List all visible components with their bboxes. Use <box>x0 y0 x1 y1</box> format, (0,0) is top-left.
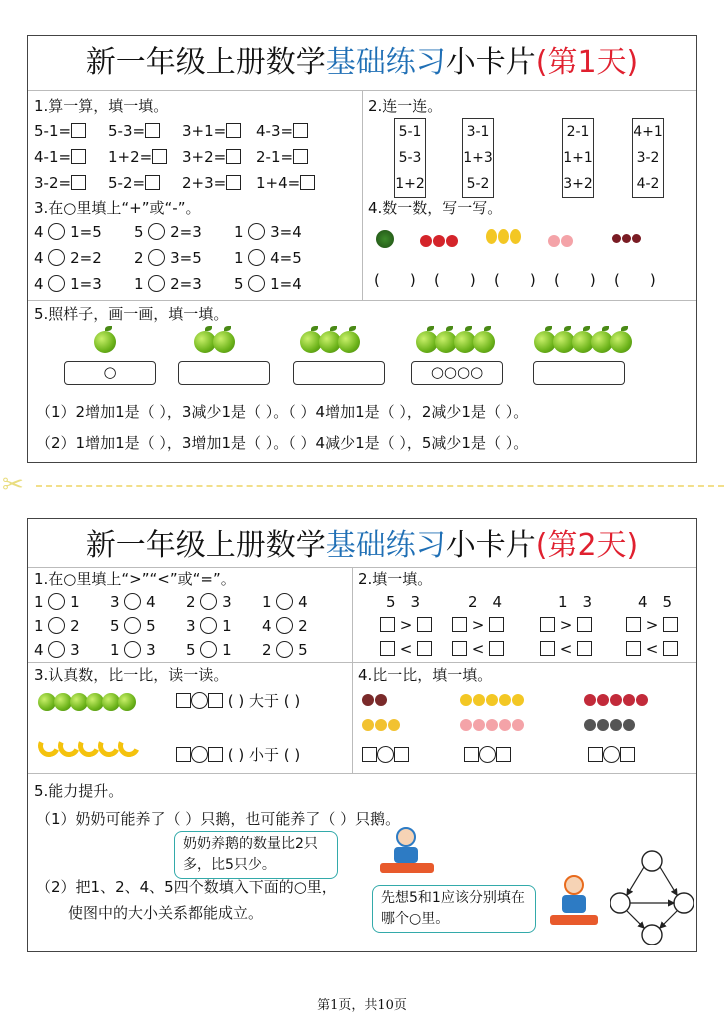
green-apple-icon <box>94 331 116 353</box>
compare-less <box>176 745 300 765</box>
number: 2 <box>70 617 80 635</box>
panda-icon <box>610 719 622 731</box>
q5-label: 5.能力提升。 <box>34 782 124 800</box>
answer-box[interactable] <box>380 617 395 632</box>
operator-circle[interactable] <box>248 249 265 266</box>
operator-circle[interactable] <box>148 249 165 266</box>
q4-label: 4.数一数，写一写。 <box>368 199 503 217</box>
q4-label: 4.比一比，填一填。 <box>358 666 493 684</box>
match-item[interactable]: 3-1 <box>466 124 490 140</box>
peach-icon <box>473 719 485 731</box>
number-pair: 1 3 <box>558 593 593 611</box>
child-reading-icon <box>378 827 436 879</box>
compare-group1 <box>362 745 409 765</box>
green-apple-icon <box>213 331 235 353</box>
number: 1 <box>70 593 80 611</box>
equation: 1+2= <box>108 148 153 166</box>
match-item[interactable]: 1+1 <box>563 150 593 166</box>
number: 2 <box>262 641 272 659</box>
match-item[interactable]: 3+2 <box>563 176 593 192</box>
answer-box[interactable] <box>362 747 377 762</box>
compare-circle[interactable] <box>276 617 293 634</box>
card-day1 <box>27 35 697 463</box>
answer-box[interactable] <box>300 175 315 190</box>
sign: > <box>399 616 413 634</box>
hint-bubble-2: 先想5和1应该分别填在哪个○里。 <box>372 885 536 933</box>
title-part3: 小卡片 <box>445 45 536 80</box>
operator-circle[interactable] <box>248 275 265 292</box>
bag-icon <box>610 694 622 706</box>
match-column-2 <box>462 118 494 198</box>
number: 1 <box>34 617 44 635</box>
group2-icons <box>460 689 525 733</box>
answer-box[interactable] <box>71 123 86 138</box>
cut-line <box>36 485 724 487</box>
blank[interactable]: ( ) <box>374 271 416 289</box>
number: 3 <box>70 641 80 659</box>
number: 4 <box>34 249 44 267</box>
panda-icon <box>584 719 596 731</box>
pear-icon <box>460 694 472 706</box>
q4-fruit-row <box>376 226 676 250</box>
q4-blanks <box>374 270 684 290</box>
compare-circle[interactable] <box>200 641 217 658</box>
group1-icons <box>362 689 401 733</box>
blank[interactable]: ( ) <box>614 271 656 289</box>
watermelon-icon <box>376 228 395 248</box>
compare-more <box>176 691 300 711</box>
peach-icon <box>512 719 524 731</box>
apple-row <box>38 693 134 715</box>
answer-box[interactable] <box>145 123 160 138</box>
answer-box[interactable] <box>208 747 223 762</box>
blank[interactable]: ( ) <box>494 271 536 289</box>
relation-diagram <box>610 849 694 945</box>
title-day: (第2天) <box>535 528 639 563</box>
card-title <box>28 523 696 569</box>
answer-box[interactable] <box>452 641 467 656</box>
answer-box[interactable] <box>620 747 635 762</box>
number: 2 <box>134 249 144 267</box>
equation: 3+2= <box>182 148 227 166</box>
match-item[interactable]: 5-3 <box>398 150 422 166</box>
green-apple-icon <box>338 331 360 353</box>
equation: 5-1= <box>34 122 72 140</box>
q1-label: 1.算一算，填一填。 <box>34 97 169 115</box>
equation: 3+1= <box>182 122 227 140</box>
diagram-circle-right[interactable] <box>674 893 694 913</box>
number: 4 <box>262 617 272 635</box>
chick-icon <box>362 719 374 731</box>
q5-line2a: （2）把1、2、4、5四个数填入下面的○里， <box>36 878 337 896</box>
answer-box[interactable] <box>226 123 241 138</box>
sign: > <box>559 616 573 634</box>
number: 2=2 <box>70 249 102 267</box>
number: 1 <box>222 617 232 635</box>
apples-4 <box>416 331 492 357</box>
card-day2 <box>27 518 697 952</box>
answer-box[interactable] <box>540 617 555 632</box>
sign: < <box>399 640 413 658</box>
number: 5 <box>110 617 120 635</box>
diagram-circle-bottom[interactable] <box>642 925 662 945</box>
compare-group2 <box>464 745 511 765</box>
equation: 4-3= <box>256 122 294 140</box>
less-text: ( ) 小于 ( ) <box>227 746 301 764</box>
number-pair: 4 5 <box>638 593 673 611</box>
apples-5 <box>534 331 629 357</box>
answer-box[interactable] <box>394 747 409 762</box>
number: 4=5 <box>270 249 302 267</box>
answer-box[interactable] <box>489 641 504 656</box>
q2-label: 2.连一连。 <box>368 97 443 115</box>
compare-circle[interactable] <box>200 617 217 634</box>
number: 1 <box>110 641 120 659</box>
hint-bubble-1: 奶奶养鹅的数量比2只多，比5只少。 <box>174 831 338 879</box>
answer-box[interactable] <box>293 123 308 138</box>
answer-box[interactable] <box>417 617 432 632</box>
answer-box[interactable] <box>417 641 432 656</box>
title-part2: 基础练习 <box>325 528 446 563</box>
draw-box-4[interactable] <box>411 361 503 385</box>
sign: < <box>645 640 659 658</box>
compare-group3 <box>588 745 635 765</box>
number: 4 <box>146 593 156 611</box>
answer-box[interactable] <box>145 175 160 190</box>
q1-label: 1.在○里填上“>”“<”或“=”。 <box>34 570 236 588</box>
match-item[interactable]: 4-2 <box>636 176 660 192</box>
green-apple-icon <box>473 331 495 353</box>
bag-icon <box>636 694 648 706</box>
apples-2 <box>194 331 232 357</box>
answer-box[interactable] <box>663 617 678 632</box>
ice-cream-icon <box>362 694 374 706</box>
equation: 5-2= <box>108 174 146 192</box>
equation: 1+4= <box>256 174 301 192</box>
q3-label: 3.在○里填上“+”或“-”。 <box>34 199 201 217</box>
banana-icon <box>115 732 143 760</box>
operator-circle[interactable] <box>48 223 65 240</box>
pear-icon <box>486 226 522 245</box>
number-pair: 5 3 <box>386 593 421 611</box>
q5-line2b: 使图中的大小关系都能成立。 <box>68 904 264 922</box>
diagram-circle-left[interactable] <box>610 893 630 913</box>
number: 2 <box>298 617 308 635</box>
match-item[interactable]: 5-2 <box>466 176 490 192</box>
example-circles: ○○○○ <box>430 363 484 381</box>
match-item[interactable]: 5-1 <box>398 124 422 140</box>
q1-rows <box>34 592 338 664</box>
equation: 4-1= <box>34 148 72 166</box>
q2-row-greater <box>380 615 700 635</box>
chick-icon <box>375 719 387 731</box>
apples-3 <box>300 331 357 357</box>
number: 5 <box>298 641 308 659</box>
scissors-icon: ✂ <box>2 470 24 500</box>
match-item[interactable]: 2-1 <box>566 124 590 140</box>
number: 3 <box>186 617 196 635</box>
answer-box[interactable] <box>176 693 191 708</box>
match-item[interactable]: 4+1 <box>633 124 663 140</box>
q5-line1: （1）2增加1是（ ），3减少1是（ ）。（ ）4增加1是（ ），2减少1是（ ）。 <box>36 403 529 421</box>
draw-box-3[interactable] <box>293 361 385 385</box>
number: 1 <box>234 249 244 267</box>
equation: 2+3= <box>182 174 227 192</box>
answer-box[interactable] <box>152 149 167 164</box>
match-item[interactable]: 1+2 <box>395 176 425 192</box>
title-part3: 小卡片 <box>445 528 536 563</box>
answer-box[interactable] <box>663 641 678 656</box>
compare-circle[interactable] <box>191 746 208 763</box>
number: 4 <box>34 275 44 293</box>
sign: > <box>471 616 485 634</box>
number: 1 <box>134 275 144 293</box>
draw-box-2[interactable] <box>178 361 270 385</box>
number: 1 <box>34 593 44 611</box>
equation: 2-1= <box>256 148 294 166</box>
sign: < <box>559 640 573 658</box>
number: 1=4 <box>270 275 302 293</box>
q3-label: 3.认真数，比一比，读一读。 <box>34 666 229 684</box>
answer-box[interactable] <box>489 617 504 632</box>
operator-circle[interactable] <box>48 249 65 266</box>
compare-circle[interactable] <box>603 746 620 763</box>
answer-box[interactable] <box>577 641 592 656</box>
number: 2=3 <box>170 223 202 241</box>
group3-icons <box>584 689 649 733</box>
operator-circle[interactable] <box>148 275 165 292</box>
title-part1: 新一年级上册数学 <box>85 528 326 563</box>
peach-icon <box>499 719 511 731</box>
number: 4 <box>34 223 44 241</box>
q2-label: 2.填一填。 <box>358 570 433 588</box>
pear-icon <box>499 694 511 706</box>
number: 5 <box>134 223 144 241</box>
number: 4 <box>34 641 44 659</box>
q5-label: 5.照样子，画一画，填一填。 <box>34 305 229 323</box>
number: 2=3 <box>170 275 202 293</box>
sign: < <box>471 640 485 658</box>
number: 3 <box>110 593 120 611</box>
q1-equations <box>34 121 354 199</box>
title-day: (第1天) <box>535 45 639 80</box>
panda-icon <box>623 719 635 731</box>
peach-icon <box>486 719 498 731</box>
draw-box-1[interactable] <box>64 361 156 385</box>
blank[interactable]: ( ) <box>554 271 596 289</box>
example-circles: ○ <box>103 363 117 381</box>
number: 1 <box>262 593 272 611</box>
number: 1 <box>234 223 244 241</box>
match-item[interactable]: 1+3 <box>463 150 493 166</box>
match-column-1 <box>394 118 426 198</box>
answer-box[interactable] <box>208 693 223 708</box>
compare-circle[interactable] <box>377 746 394 763</box>
compare-circle[interactable] <box>200 593 217 610</box>
number: 3=4 <box>270 223 302 241</box>
answer-box[interactable] <box>464 747 479 762</box>
q3-rows <box>34 222 334 300</box>
answer-box[interactable] <box>226 149 241 164</box>
peach-icon <box>460 719 472 731</box>
title-part1: 新一年级上册数学 <box>85 45 326 80</box>
green-apple-icon <box>118 693 136 711</box>
compare-circle[interactable] <box>191 692 208 709</box>
page-footer: 第1页，共10页 <box>317 998 407 1013</box>
number: 3=5 <box>170 249 202 267</box>
operator-circle[interactable] <box>48 275 65 292</box>
chick-icon <box>388 719 400 731</box>
diagram-circle-top[interactable] <box>642 851 662 871</box>
operator-circle[interactable] <box>148 223 165 240</box>
answer-box[interactable] <box>71 175 86 190</box>
grape-icon <box>612 228 642 247</box>
number-pair: 2 4 <box>468 593 503 611</box>
answer-box[interactable] <box>577 617 592 632</box>
answer-box[interactable] <box>626 641 641 656</box>
peach-icon <box>548 230 574 249</box>
banana-row <box>38 735 138 761</box>
match-column-3 <box>562 118 594 198</box>
answer-box[interactable] <box>380 641 395 656</box>
answer-box[interactable] <box>226 175 241 190</box>
number: 1=3 <box>70 275 102 293</box>
match-item[interactable]: 3-2 <box>636 150 660 166</box>
pear-icon <box>486 694 498 706</box>
compare-circle[interactable] <box>124 617 141 634</box>
number: 1 <box>222 641 232 659</box>
number: 5 <box>146 617 156 635</box>
answer-box[interactable] <box>540 641 555 656</box>
answer-box[interactable] <box>496 747 511 762</box>
number: 2 <box>186 593 196 611</box>
answer-box[interactable] <box>452 617 467 632</box>
q2-row-less <box>380 639 700 659</box>
number: 5 <box>186 641 196 659</box>
answer-box[interactable] <box>588 747 603 762</box>
child-thinking-icon <box>550 875 598 935</box>
panda-icon <box>597 719 609 731</box>
green-apple-icon <box>610 331 632 353</box>
ice-cream-icon <box>375 694 387 706</box>
compare-circle[interactable] <box>276 593 293 610</box>
number: 4 <box>298 593 308 611</box>
q2-number-pairs <box>386 592 696 612</box>
compare-circle[interactable] <box>124 641 141 658</box>
compare-circle[interactable] <box>48 593 65 610</box>
match-column-4 <box>632 118 664 198</box>
number: 1=5 <box>70 223 102 241</box>
number: 3 <box>222 593 232 611</box>
q5-line1: （1）奶奶可能养了（ ）只鹅，也可能养了（ ）只鹅。 <box>36 810 401 828</box>
compare-circle[interactable] <box>276 641 293 658</box>
compare-circle[interactable] <box>124 593 141 610</box>
answer-box[interactable] <box>71 149 86 164</box>
more-text: ( ) 大于 ( ) <box>227 692 301 710</box>
title-part2: 基础练习 <box>325 45 446 80</box>
compare-circle[interactable] <box>48 617 65 634</box>
compare-circle[interactable] <box>48 641 65 658</box>
bag-icon <box>584 694 596 706</box>
apple-icon <box>420 230 459 249</box>
card-title <box>28 40 696 86</box>
bag-icon <box>597 694 609 706</box>
number: 5 <box>234 275 244 293</box>
number: 3 <box>146 641 156 659</box>
answer-box[interactable] <box>293 149 308 164</box>
pear-icon <box>512 694 524 706</box>
draw-box-5[interactable] <box>533 361 625 385</box>
answer-box[interactable] <box>176 747 191 762</box>
sign: > <box>645 616 659 634</box>
apples-1 <box>94 331 113 357</box>
bag-icon <box>623 694 635 706</box>
operator-circle[interactable] <box>248 223 265 240</box>
compare-circle[interactable] <box>479 746 496 763</box>
answer-box[interactable] <box>626 617 641 632</box>
equation: 5-3= <box>108 122 146 140</box>
equation: 3-2= <box>34 174 72 192</box>
pear-icon <box>473 694 485 706</box>
blank[interactable]: ( ) <box>434 271 476 289</box>
q5-line2: （2）1增加1是（ ），3增加1是（ ）。（ ）4减少1是（ ），5减少1是（ ）。 <box>36 434 529 452</box>
